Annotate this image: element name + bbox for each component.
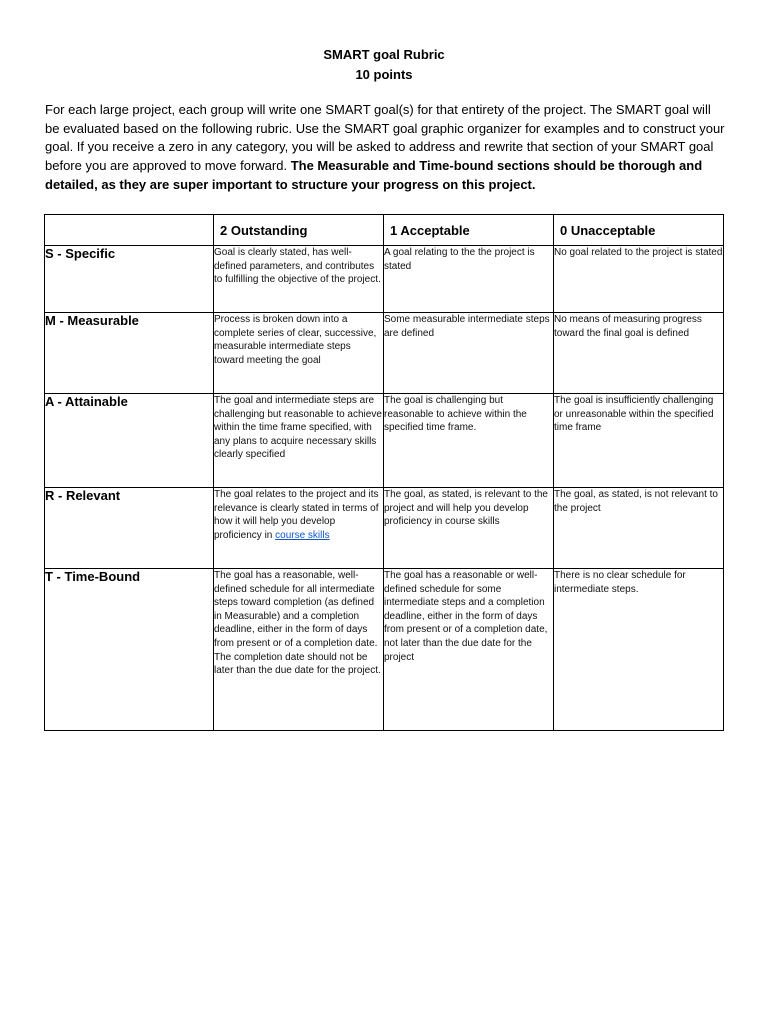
criterion-label: M - Measurable [45,313,214,394]
cell-outstanding [214,488,384,569]
cell-acceptable: Some measurable intermediate steps are defined [384,313,554,394]
rubric-row-time-bound [45,569,724,731]
rubric-row-measurable [45,313,724,394]
header-unacceptable: 0 Unacceptable [554,215,724,246]
intro-text: For each large project, each group will write one SMART goal(s) for that entirety of the project. The SMART goal will be evaluated based on the following rubric. Use the SMART goal graphic organizer for examples and to construct your goal. If you receive a zero in any category, you will be asked to address and rewrite that section of your SMART goal before you are approved to move forward. [45,102,725,174]
cell-acceptable: The goal is challenging but reasonable to achieve within the specified time frame. [384,394,554,488]
header-criterion [45,215,214,246]
cell-acceptable: A goal relating to the the project is stated [384,246,554,313]
cell-unacceptable: No means of measuring progress toward the final goal is defined [554,313,724,394]
cell-outstanding: The goal has a reasonable, well-defined schedule for all intermediate steps toward completion (as defined in Measurable) and a completion deadline, either in the form of days from present or of a completion date. The completion date should not be later than the due date for the project. [214,569,384,731]
cell-outstanding: Goal is clearly stated, has well-defined parameters, and contributes to fulfilling the objective of the project. [214,246,384,313]
document-title-block [0,45,768,85]
cell-unacceptable: No goal related to the project is stated [554,246,724,313]
header-acceptable: 1 Acceptable [384,215,554,246]
rubric-row-relevant [45,488,724,569]
header-outstanding: 2 Outstanding [214,215,384,246]
cell-outstanding: Process is broken down into a complete series of clear, successive, measurable intermediate steps toward meeting the goal [214,313,384,394]
cell-unacceptable: The goal, as stated, is not relevant to the project [554,488,724,569]
rubric-row-attainable [45,394,724,488]
course-skills-link[interactable]: course skills [275,529,330,541]
cell-outstanding: The goal and intermediate steps are challenging but reasonable to achieve within the time frame specified, with any plans to acquire necessary skills clearly specified [214,394,384,488]
cell-unacceptable: There is no clear schedule for intermediate steps. [554,569,724,731]
document-title: SMART goal Rubric [323,47,445,62]
rubric-header-row [45,215,724,246]
criterion-label: R - Relevant [45,488,214,569]
intro-paragraph [45,101,725,195]
cell-outstanding-text: The goal relates to the project and its relevance is clearly stated in terms of how it will help you develop proficiency in [214,489,379,541]
rubric-table [44,214,724,731]
criterion-label: S - Specific [45,246,214,313]
cell-unacceptable: The goal is insufficiently challenging or unreasonable within the specified time frame [554,394,724,488]
criterion-label: A - Attainable [45,394,214,488]
rubric-row-specific [45,246,724,313]
cell-acceptable: The goal, as stated, is relevant to the project and will help you develop proficiency in course skills [384,488,554,569]
cell-acceptable: The goal has a reasonable or well-defined schedule for some intermediate steps and a completion deadline, either in the form of days from present or of a completion date, not later than the due date for the project [384,569,554,731]
document-points: 10 points [355,67,413,82]
intro-bold-text: The Measurable and Time-bound sections should be thorough and detailed, as they are super important to structure your progress on this project. [45,158,703,192]
criterion-label: T - Time-Bound [45,569,214,731]
